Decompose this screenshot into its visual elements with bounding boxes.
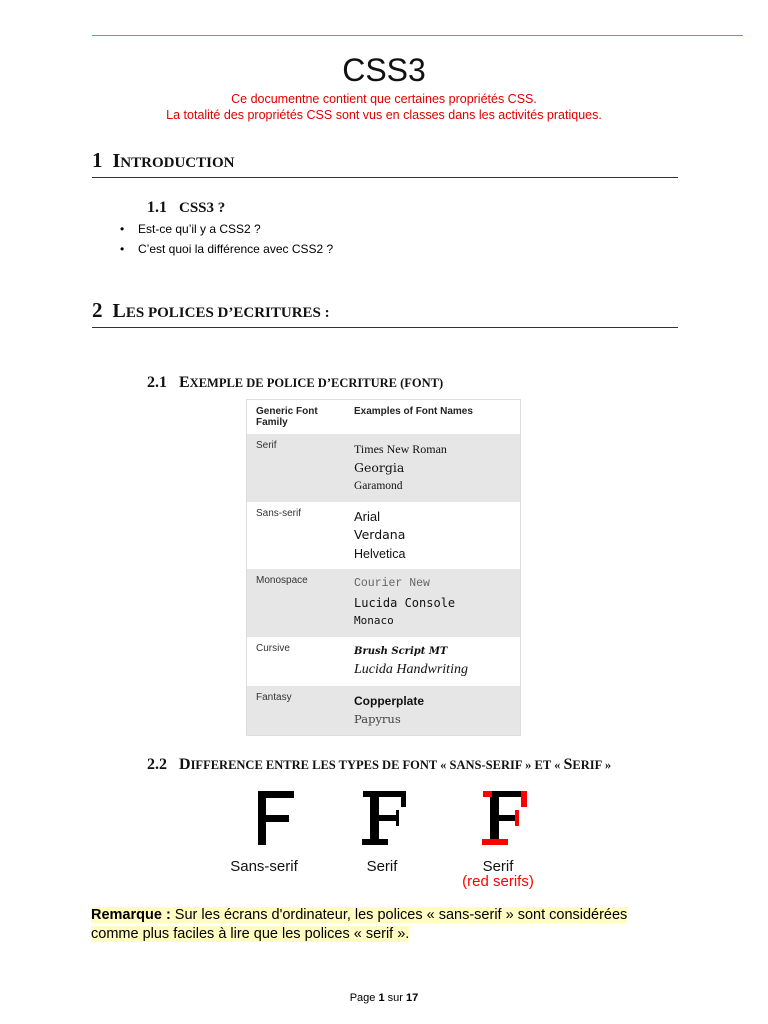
subsection-2-1-number: 2.1 <box>147 374 167 391</box>
serif-label: Serif <box>366 858 398 875</box>
red-serif-glyph <box>482 791 527 845</box>
list-item: • C’est quoi la différence avec CSS2 ? <box>120 239 333 259</box>
examples-cell <box>345 434 521 502</box>
font-example: Times New Roman <box>354 442 447 456</box>
table-row <box>247 569 521 637</box>
document-title: CSS3 <box>342 52 426 88</box>
subsection-2-2-number: 2.2 <box>147 756 167 773</box>
section-2-initial: L <box>112 300 126 322</box>
table-row <box>247 686 521 736</box>
sans-serif-label: Sans-serif <box>230 858 298 875</box>
table-header-row <box>247 400 521 435</box>
remark-label: Remarque : <box>91 907 171 923</box>
font-example: Georgia <box>354 459 405 475</box>
font-example: Arial <box>354 508 381 524</box>
section-1-title: NTRODUCTION <box>120 155 235 171</box>
list-item: • Est-ce qu’il y a CSS2 ? <box>120 219 333 239</box>
section-1-number: 1 <box>92 148 103 172</box>
examples-cell <box>345 502 521 570</box>
subsection-1-1-title: CSS3 ? <box>179 200 226 216</box>
remark-note <box>91 906 631 944</box>
serif-comparison-figure <box>212 783 557 893</box>
family-cell: Sans-serif <box>256 507 302 519</box>
red-serif-label: Serif <box>482 858 514 875</box>
red-serifs-note: (red serifs) <box>462 873 534 890</box>
table-header-family: Generic Font Family <box>256 406 318 428</box>
family-cell: Serif <box>247 434 346 502</box>
page-footer: Page 1 sur 17 <box>349 992 419 1004</box>
examples-cell <box>345 637 521 686</box>
subsection-2-2-heading: 2.2 DIFFERENCE ENTRE LES TYPES DE FONT « SANS-SERIF » ET « SERIF » <box>147 756 612 773</box>
question-list <box>120 219 333 259</box>
table-row <box>247 502 521 570</box>
font-example: Monaco <box>354 614 394 627</box>
header-rule <box>92 35 743 36</box>
font-example: Lucida Console <box>354 595 456 610</box>
font-example: Papyrus <box>354 712 401 726</box>
sans-serif-glyph <box>258 791 294 845</box>
remark-text: Sur les écrans d'ordinateur, les polices « sans-serif » sont considérées comme plus faciles à lire que les polices « serif ». <box>91 907 628 942</box>
family-cell: Fantasy <box>247 686 346 736</box>
subsection-2-1-heading: 2.1 EXEMPLE DE POLICE D’ECRITURE (FONT) <box>147 374 444 391</box>
examples-cell <box>345 569 521 637</box>
section-1-heading <box>92 148 678 178</box>
examples-cell <box>345 686 521 736</box>
notice-line-2: La totalité des propriétés CSS sont vus en classes dans les activités pratiques. <box>166 108 602 122</box>
font-example: Copperplate <box>354 693 425 708</box>
section-2-title: ES POLICES D’ECRITURES : <box>125 305 330 321</box>
family-cell: Cursive <box>256 642 290 654</box>
table-row <box>247 434 521 502</box>
font-example: Lucida Handwriting <box>354 662 468 677</box>
font-example: Garamond <box>354 480 403 492</box>
section-2-heading <box>92 298 678 328</box>
notice-line-1: Ce documentne contient que certaines propriétés CSS. <box>231 92 537 106</box>
section-1-initial: I <box>112 150 121 172</box>
page-total: 17 <box>406 992 419 1004</box>
font-example: Courier New <box>354 577 430 590</box>
serif-glyph <box>362 791 406 845</box>
table-header-examples: Examples of Font Names <box>354 406 473 417</box>
font-example: Helvetica <box>354 546 406 561</box>
font-example: Verdana <box>354 527 406 542</box>
section-2-number: 2 <box>92 298 103 322</box>
family-cell: Monospace <box>247 569 346 637</box>
page-number: 1 <box>378 992 385 1004</box>
subsection-1-1-number: 1.1 <box>147 199 167 216</box>
font-example: Brush Script MT <box>354 645 448 657</box>
font-family-table <box>246 399 521 736</box>
subsection-1-1-heading <box>147 199 225 217</box>
table-row <box>247 637 521 686</box>
